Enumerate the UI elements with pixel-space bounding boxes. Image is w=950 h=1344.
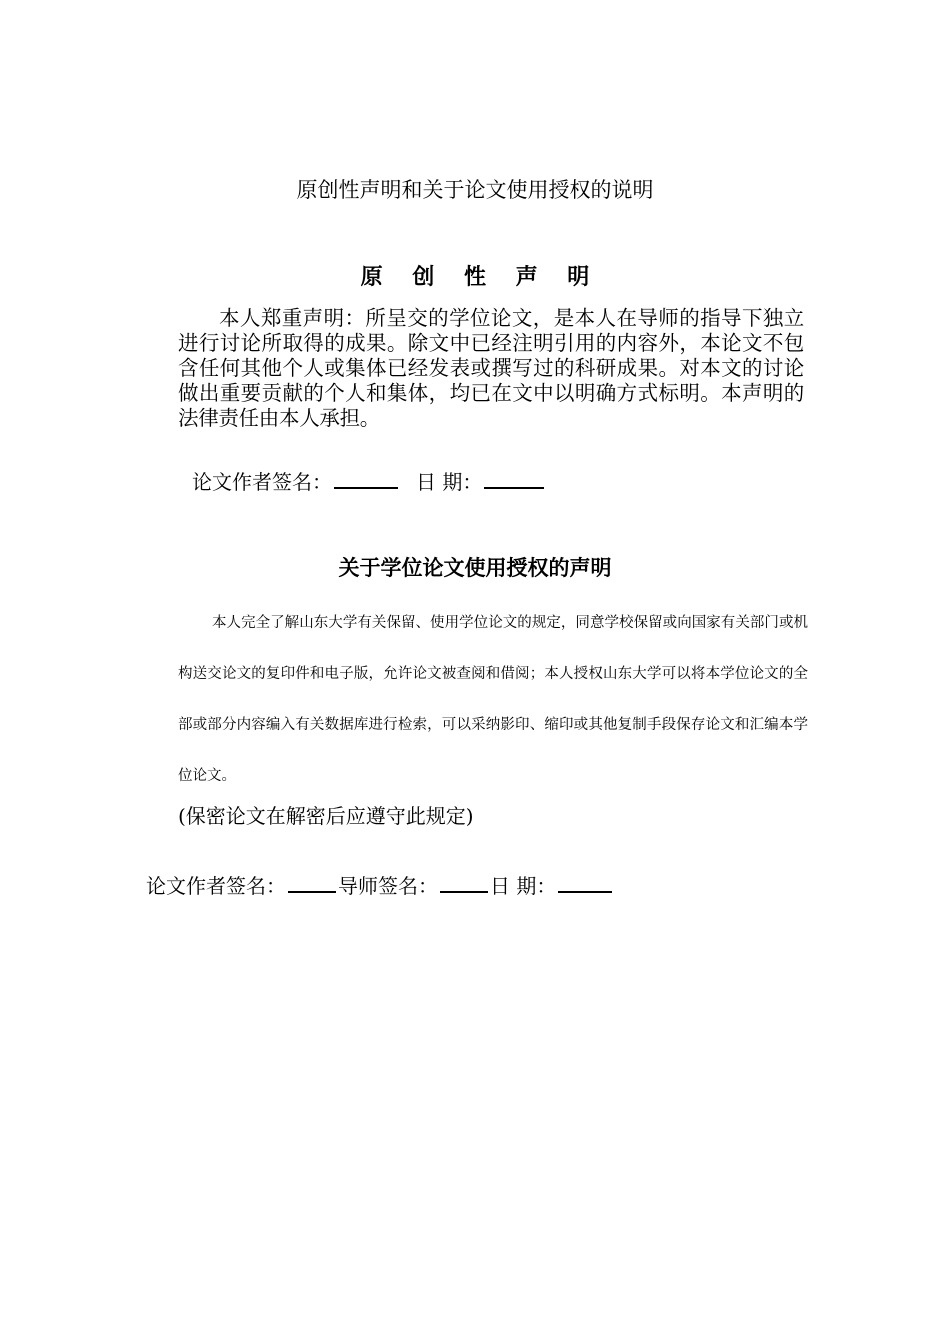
author-signature-label: 论文作者签名： [146,874,286,898]
supervisor-signature-label: 导师签名： [338,874,438,898]
originality-heading: 原 创 性 声 明 [360,265,601,290]
confidential-note: (保密论文在解密后应遵守此规定) [178,804,474,828]
document-title: 原创性声明和关于论文使用授权的说明 [296,178,654,202]
originality-signature-line [192,466,546,495]
date-blank[interactable] [484,469,544,489]
authorization-heading: 关于学位论文使用授权的声明 [338,556,612,580]
author-signature-blank[interactable] [288,873,336,893]
originality-paragraph: 本人郑重声明：所呈交的学位论文，是本人在导师的指导下独立进行讨论所取得的成果。除文中已经注明引用的内容外，本论文不包含任何其他个人或集体已经发表或撰写过的科研成果。对本文的讨论做出重要贡献的个人和集体，均已在文中以明确方式标明。本声明的法律责任由本人承担。 [178,306,804,430]
supervisor-signature-blank[interactable] [440,873,488,893]
author-signature-label: 论文作者签名： [192,470,332,494]
authorization-signature-line [146,870,614,899]
date-label: 日 期： [490,874,557,898]
date-label: 日 期： [416,470,483,494]
date-blank[interactable] [558,873,612,893]
author-signature-blank[interactable] [334,469,398,489]
authorization-paragraph: 本人完全了解山东大学有关保留、使用学位论文的规定，同意学校保留或向国家有关部门或机构送交论文的复印件和电子版，允许论文被查阅和借阅；本人授权山东大学可以将本学位论文的全部或部分内容编入有关数据库进行检索，可以采纳影印、缩印或其他复制手段保存论文和汇编本学位论文。 [178,615,808,784]
